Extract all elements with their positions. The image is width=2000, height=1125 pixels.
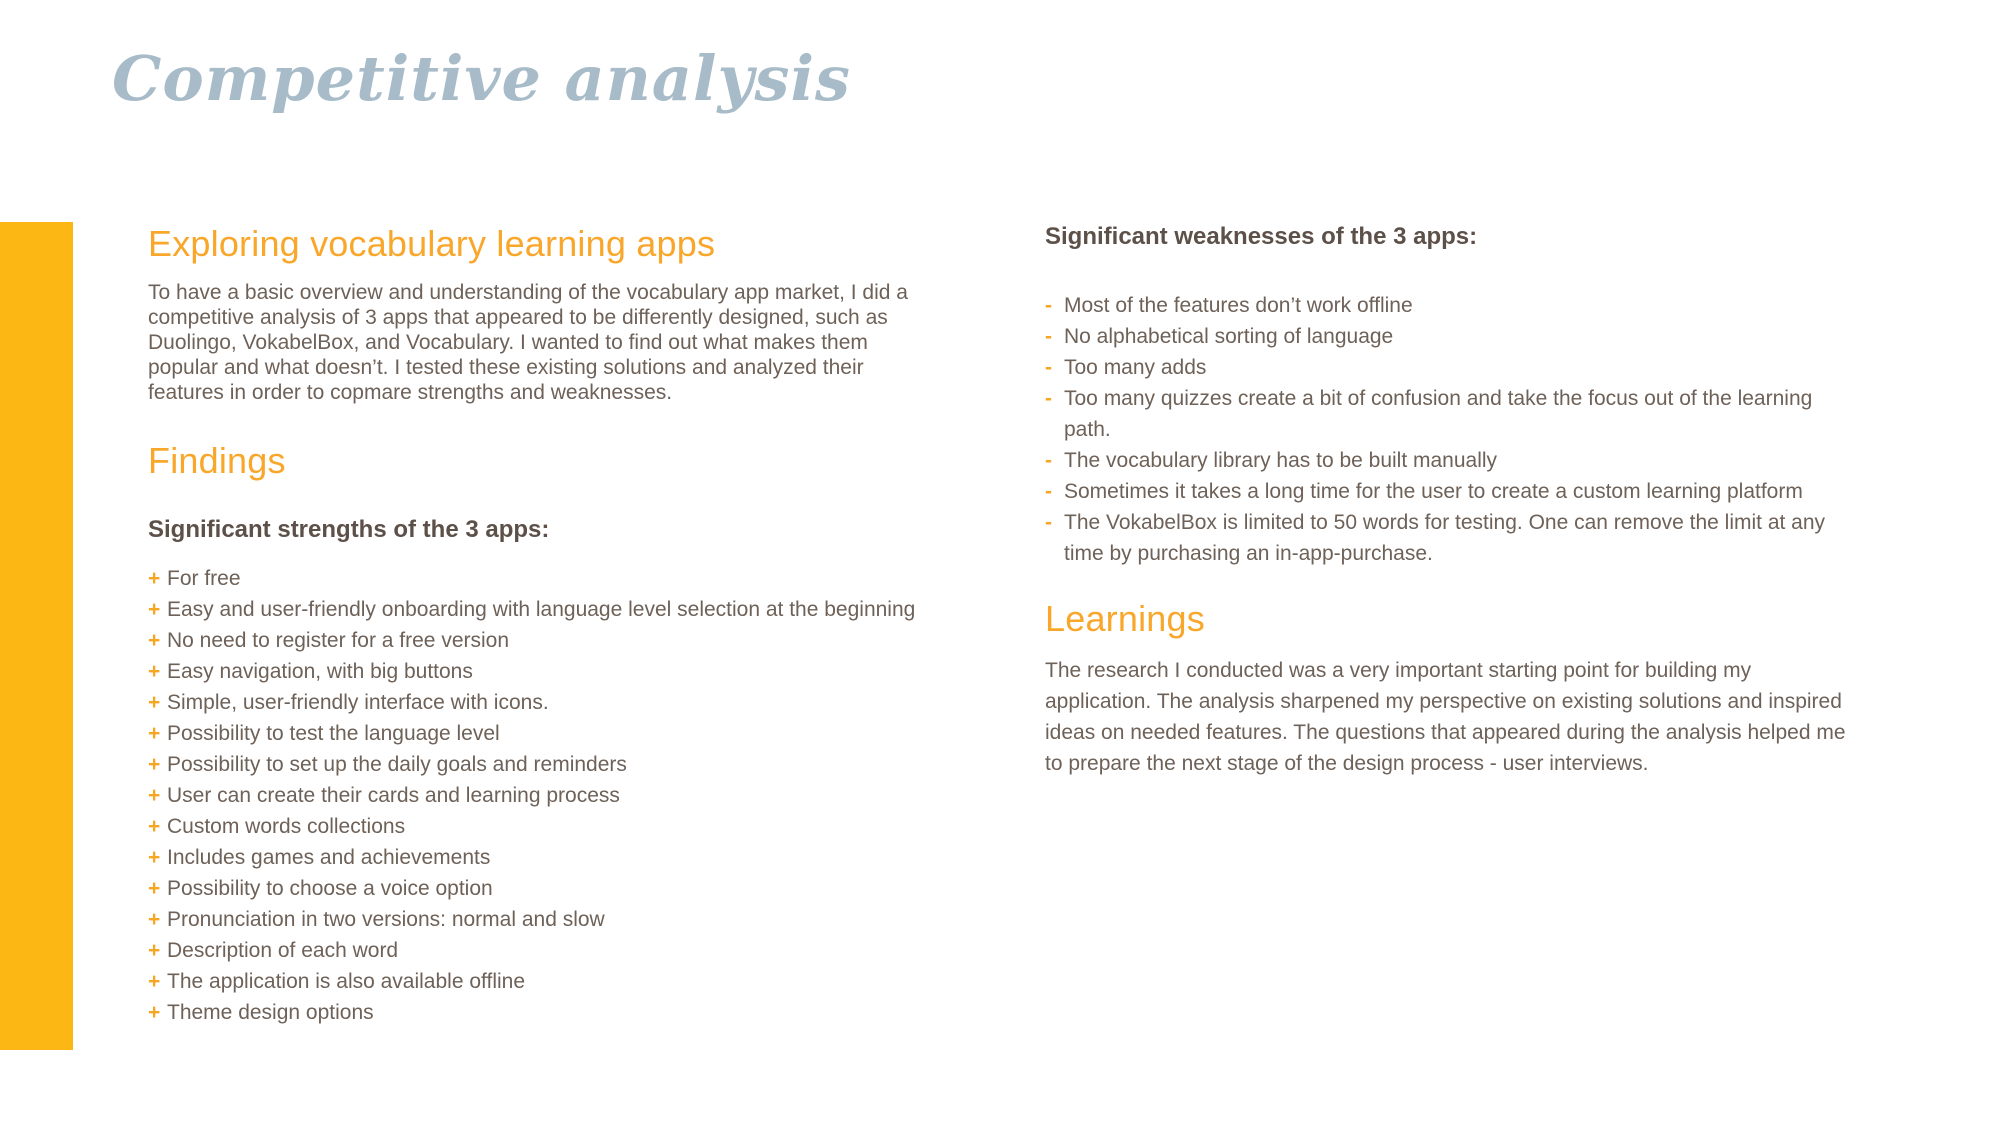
strengths-subheading: Significant strengths of the 3 apps: [148,516,550,543]
list-item [1045,445,1863,476]
list-item [1045,507,1863,569]
list-item [148,563,933,594]
intro-paragraph: To have a basic overview and understanding of the vocabulary app market, I did a competitive analysis of 3 apps that appeared to be differently designed, such as Duolingo, VokabelBox, and Vocabulary. I wanted to find out what makes them popular and what doesn’t. I tested these existing solutions and analyzed their features in order to copmare strengths and weaknesses. [148,281,908,404]
minus-marker: - [1045,387,1052,410]
minus-marker: - [1045,356,1052,379]
list-item [148,594,933,625]
minus-marker: - [1045,325,1052,348]
plus-marker: + [148,970,161,993]
plus-marker: + [148,722,161,745]
page-title: Competitive analysis [112,42,851,115]
list-item [148,780,933,811]
list-item-text: Too many quizzes create a bit of confusion and take the focus out of the learning path. [1064,387,1813,441]
list-item-text: Easy and user-friendly onboarding with language level selection at the beginning [167,598,916,621]
plus-marker: + [148,1001,161,1024]
plus-marker: + [148,877,161,900]
list-item [148,997,933,1028]
plus-marker: + [148,598,161,621]
list-item-text: The VokabelBox is limited to 50 words for testing. One can remove the limit at any time by purchasing an in-app-purchase. [1064,511,1826,565]
list-item-text: Possibility to choose a voice option [167,877,493,900]
weaknesses-list [1045,290,1863,569]
plus-marker: + [148,660,161,683]
list-item [1045,352,1863,383]
section-heading-learnings: Learnings [1045,598,1205,639]
list-item-text: No alphabetical sorting of language [1064,325,1394,348]
list-item-text: Most of the features don’t work offline [1064,294,1413,317]
weaknesses-subheading: Significant weaknesses of the 3 apps: [1045,223,1478,250]
list-item [148,966,933,997]
section-heading-findings: Findings [148,440,286,481]
list-item-text: The vocabulary library has to be built manually [1064,449,1498,472]
plus-marker: + [148,908,161,931]
list-item-text: Custom words collections [167,815,406,838]
list-item-text: Description of each word [167,939,399,962]
list-item-text: Possibility to set up the daily goals and reminders [167,753,627,776]
list-item-text: Sometimes it takes a long time for the user to create a custom learning platform [1064,480,1803,503]
plus-marker: + [148,939,161,962]
minus-marker: - [1045,480,1052,503]
list-item [1045,290,1863,321]
minus-marker: - [1045,449,1052,472]
list-item [148,873,933,904]
list-item-text: Includes games and achievements [167,846,491,869]
minus-marker: - [1045,294,1052,317]
list-item-text: The application is also available offline [167,970,526,993]
list-item [148,904,933,935]
left-column [148,222,933,1028]
list-item [148,625,933,656]
strengths-list [148,563,933,1028]
list-item-text: Possibility to test the language level [167,722,500,745]
section-heading-exploring: Exploring vocabulary learning apps [148,223,716,264]
list-item [148,811,933,842]
list-item [148,749,933,780]
list-item-text: Easy navigation, with big buttons [167,660,473,683]
list-item-text: Theme design options [167,1001,374,1024]
list-item-text: No need to register for a free version [167,629,510,652]
plus-marker: + [148,846,161,869]
list-item-text: For free [167,567,241,590]
accent-bar [0,222,73,1050]
plus-marker: + [148,691,161,714]
list-item-text: Simple, user-friendly interface with icons. [167,691,549,714]
plus-marker: + [148,815,161,838]
list-item [148,656,933,687]
minus-marker: - [1045,511,1052,534]
list-item [1045,321,1863,352]
list-item-text: Pronunciation in two versions: normal and slow [167,908,605,931]
learnings-paragraph: The research I conducted was a very important starting point for building my application. The analysis sharpened my perspective on existing solutions and inspired ideas on needed features. The questions that appeared during the analysis helped me to prepare the next stage of the design process - user interviews. [1045,659,1846,775]
list-item [148,935,933,966]
list-item [148,718,933,749]
list-item-text: Too many adds [1064,356,1207,379]
list-item [148,842,933,873]
list-item [1045,383,1863,445]
list-item [1045,476,1863,507]
plus-marker: + [148,629,161,652]
plus-marker: + [148,567,161,590]
right-column [1045,222,1863,779]
list-item [148,687,933,718]
plus-marker: + [148,753,161,776]
list-item-text: User can create their cards and learning process [167,784,620,807]
plus-marker: + [148,784,161,807]
